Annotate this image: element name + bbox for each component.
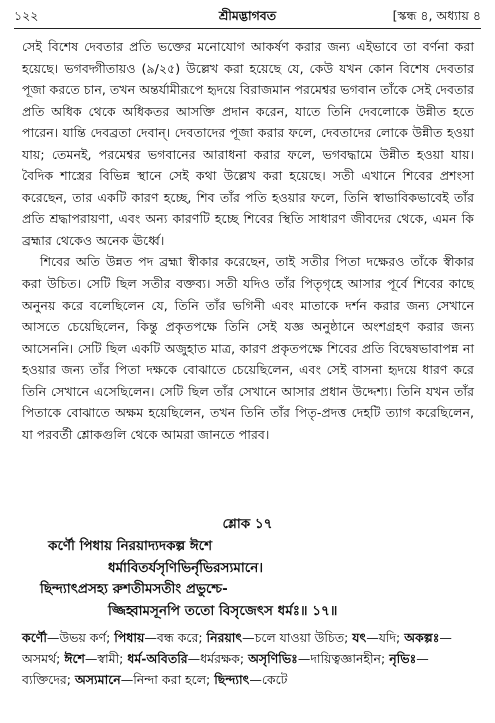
verse-line: কর্ণৌ পিধায় নিরয়াদ্যদকল্প ঈশে [48, 538, 213, 554]
synonym-word: অসৃণিভিঃ [248, 651, 298, 666]
page-number: ১২২ [14, 8, 39, 23]
synonym-word: ধর্ম-অবিতরি [127, 651, 188, 666]
synonym-meaning: —দায়িত্বজ্ঞানহীন; [297, 651, 390, 666]
synonym-meaning: —যদি; [366, 630, 405, 645]
synonym-word: নৃভিঃ [389, 651, 417, 666]
synonym-meaning: —উভয় কর্ণ; [46, 630, 115, 645]
purport-paragraph-2: শিবের অতি উন্নত পদ ব্রহ্মা স্বীকার করেছেন, তাই সতীর পিতা দক্ষেরও তাঁকে স্বীকার করা উচিত। সেটি ছিল সতীর বক্তব্য। সতী যদিও তাঁর পিতৃগৃহে আসার পূর্বে শিবের কাছে অনুনয় করে বলেছিলেন যে, তিনি তাঁর ভগিনী এবং মাতাকে দর্শন করার জন্য সেখানে আসতে চেয়েছিলেন, কিন্তু প্রকৃতপক্ষে তিনি সেই যজ্ঞ অনুষ্ঠানে অংশগ্রহণ করার জন্য আসেননি। সেটি ছিল একটি অজুহাত মাত্র, কারণ প্রকৃতপক্ষে শিবের প্রতি বিদ্বেষভাবাপন্ন না হওয়ার জন্য তাঁর পিতা দক্ষকে বোঝাতে চেয়েছিলেন, এবং সেই বাসনা হৃদয়ে ধারণ করে তিনি সেখানে এসেছিলেন। সেটি ছিল তাঁর সেখানে আসার প্রধান উদ্দেশ্য। তিনি যখন তাঁর পিতাকে বোঝাতে অক্ষম হয়েছিলেন, তখন তিনি তাঁর পিতৃ-প্রদত্ত দেহটি ত্যাগ করেছিলেন, যা পরবর্তী শ্লোকগুলি থেকে আমরা জানতে পারব। [22, 254, 474, 442]
synonym-word: ছিন্দ্যাৎ [214, 672, 250, 687]
verse-line: ছিন্দ্যাৎপ্রসহ্য রুশতীমসতীং প্রভুশ্চে- [40, 581, 228, 597]
synonym-meaning: —বন্ধ করে; [144, 630, 207, 645]
synonyms [22, 627, 474, 690]
verse-heading: শ্লোক ১৭ [222, 516, 273, 532]
verse-line: ধর্মাবিতর্যসৃণিভির্নৃভিরস্যমানে। [108, 559, 264, 576]
synonym-word: পিধায় [114, 630, 145, 645]
verse-line: জ্জিহ্বামসূনপি ততো বিসৃজেৎস ধর্মঃ॥ ১৭॥ [108, 602, 338, 619]
synonym-meaning: —চলে যাওয়া উচিত; [242, 630, 353, 645]
synonym-word: অকল্পঃ [404, 630, 440, 645]
synonym-meaning: —ব্যক্তিদের; [22, 651, 429, 687]
synonym-meaning: —নিন্দা করা হলে; [120, 672, 215, 687]
synonym-meaning: —স্বামী; [84, 651, 128, 666]
synonym-meaning: —কেটে [249, 672, 288, 687]
chapter-reference: [স্কন্ধ ৪, অধ্যায় ৪ [392, 8, 481, 23]
synonym-meaning: —ধর্মরক্ষক; [187, 651, 249, 666]
purport-text [22, 36, 474, 445]
synonym-meaning: —অসমর্থ; [22, 630, 452, 666]
running-header [14, 8, 481, 28]
synonym-word: কর্ণৌ [22, 630, 47, 645]
book-title: শ্রীমদ্ভাগবত [218, 8, 277, 23]
synonym-word: নিরয়াৎ [206, 630, 243, 645]
synonym-word: যৎ [352, 630, 367, 645]
sanskrit-verse [40, 536, 460, 622]
purport-paragraph-1: সেই বিশেষ দেবতার প্রতি ভক্তের মনোযোগ আকর্ষণ করার জন্য এইভাবে তা বর্ণনা করা হয়েছে। ভগবদ্গীতায়ও (৯/২৫) উল্লেখ করা হয়েছে যে, কেউ যখন কোন বিশেষ দেবতার পূজা করতে চান, তখন অন্তর্যামীরূপে হৃদয়ে বিরাজমান পরমেশ্বর ভগবান তাঁকে সেই দেবতার প্রতি অধিক থেকে অধিকতর আসক্তি প্রদান করেন, যাতে তিনি দেবলোকে উন্নীত হতে পারেন। যান্তি দেবব্রতা দেবান্। দেবতাদের পূজা করার ফলে, দেবতাদের লোকে উন্নীত হওয়া যায়; তেমনই, পরমেশ্বর ভগবানের আরাধনা করার ফলে, ভগবদ্ধামে উন্নীত হওয়া যায়। বৈদিক শাস্ত্রের বিভিন্ন স্থানে সেই কথা উল্লেখ করা হয়েছে। সতী এখানে শিবের প্রশংসা করেছেন, তার একটি কারণ হচ্ছে, শিব তাঁর পতি হওয়ার ফলে, তিনি স্বাভাবিকভাবেই তাঁর প্রতি শ্রদ্ধাপরায়ণা, এবং অন্য কারণটি হচ্ছে শিবের স্থিতি সাধারণ জীবদের থেকে, এমন কি ব্রহ্মার থেকেও অনেক ঊর্ধ্বে। [22, 39, 474, 248]
synonym-word: ঈশে [64, 651, 85, 666]
header-rule [14, 28, 481, 29]
synonym-word: অস্যমানে [74, 672, 121, 687]
